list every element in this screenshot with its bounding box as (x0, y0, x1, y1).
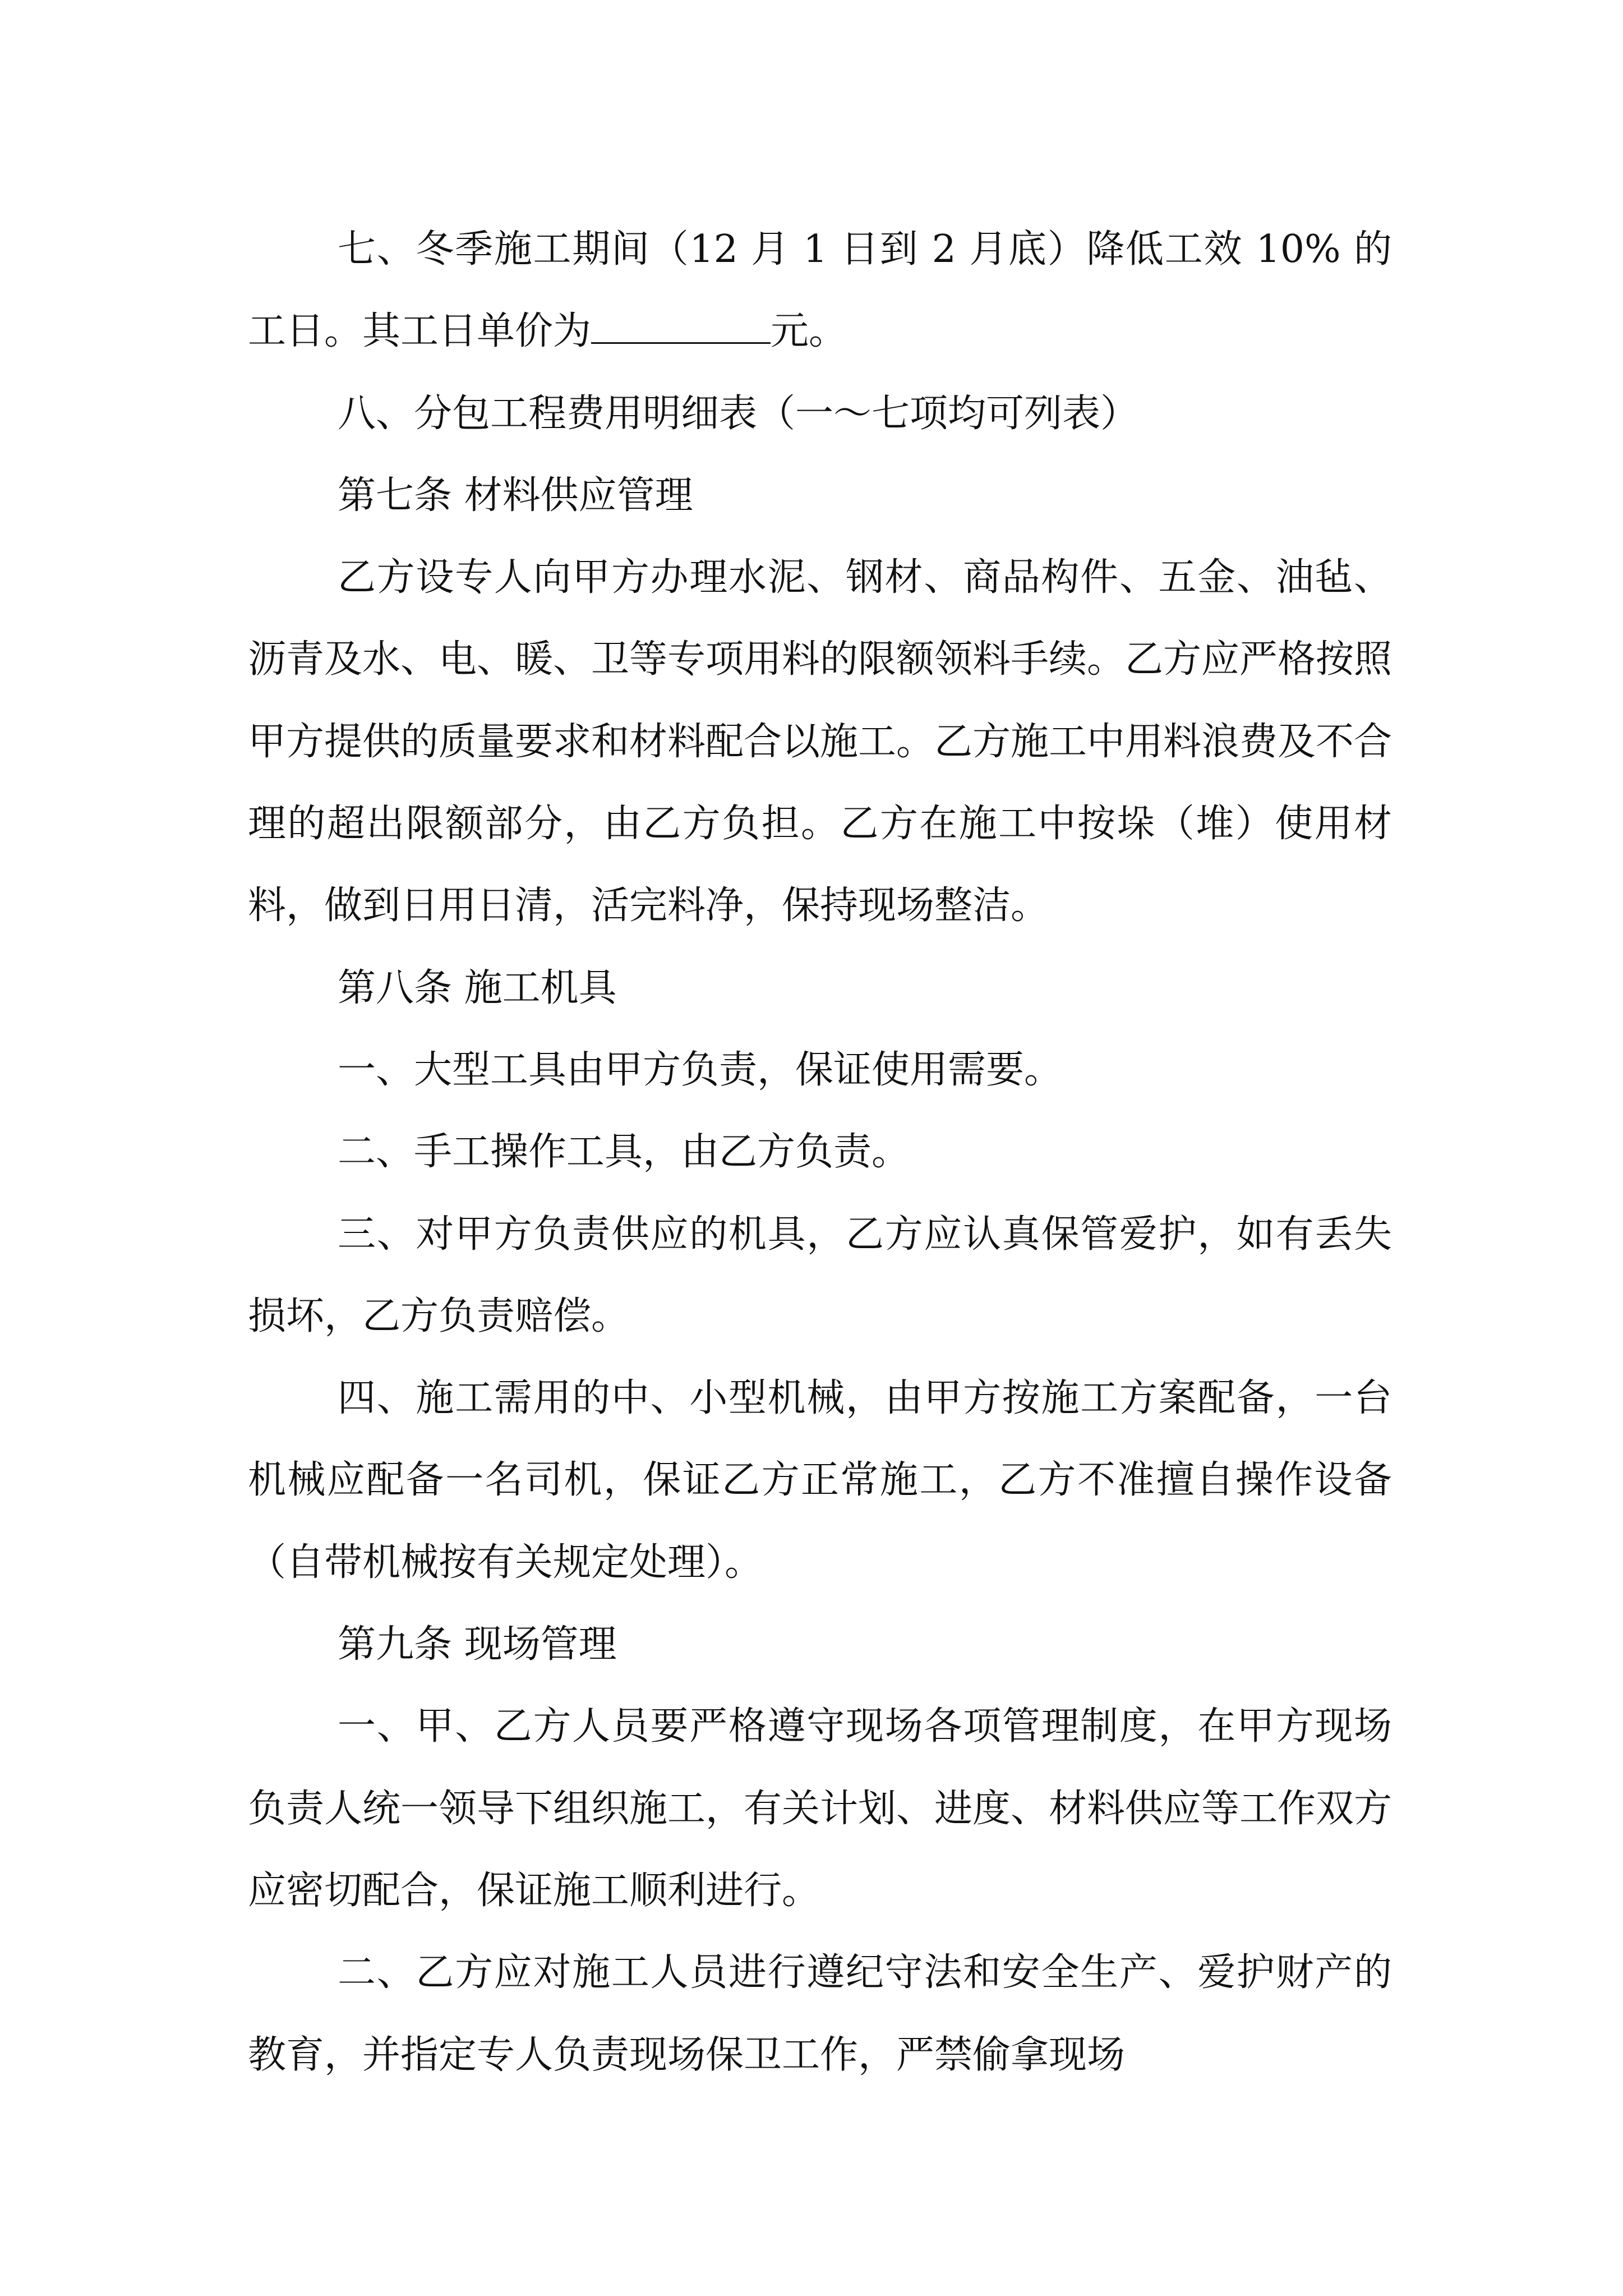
article-7-heading: 第七条 材料供应管理 (338, 473, 693, 518)
article-7-body: 乙方设专人向甲方办理水泥、钢材、商品构件、五金、油毡、沥青及水、电、暖、卫等专项用料的限额领料手续。乙方应严格按照甲方提供的质量要求和材料配合以施工。乙方施工中用料浪费及不合理的超出限额部分，由乙方负担。乙方在施工中按垛（堆）使用材料，做到日用日清，活完料净，保持现场整洁。 (248, 555, 1393, 928)
document-body (248, 209, 1392, 2096)
article-8-item-1: 一、大型工具由甲方负责，保证使用需要。 (338, 1047, 1063, 1092)
article-8-item-2: 二、手工操作工具，由乙方负责。 (338, 1130, 910, 1175)
clause-text: 七、冬季施工期间（12 月 1 日到 2 月底）降低工效 10% 的工日。其工日单价为 (248, 227, 1392, 354)
article-9-item-2: 二、乙方应对施工人员进行遵纪守法和安全生产、爱护财产的教育，并指定专人负责现场保卫工作，严禁偷拿现场 (248, 1950, 1392, 2077)
article-8-heading: 第八条 施工机具 (338, 965, 617, 1010)
article-8-item-3: 三、对甲方负责供应的机具，乙方应认真保管爱护，如有丢失损坏，乙方负责赔偿。 (248, 1212, 1392, 1338)
article-9-heading: 第九条 现场管理 (338, 1622, 617, 1667)
article-9-item-1: 一、甲、乙方人员要严格遵守现场各项管理制度，在甲方现场负责人统一领导下组织施工，有关计划、进度、材料供应等工作双方应密切配合，保证施工顺利进行。 (248, 1704, 1393, 1913)
blank-unit-price-field (591, 310, 771, 344)
clause-cost-table: 八、分包工程费用明细表（一～七项均可列表） (338, 391, 1139, 436)
clause-winter-labor (248, 209, 1392, 373)
article-8-item-4: 四、施工需用的中、小型机械，由甲方按施工方案配备，一台机械应配备一名司机，保证乙方正常施工，乙方不准擅自操作设备（自带机械按有关规定处理）。 (248, 1376, 1392, 1585)
clause-text-tail: 元。 (771, 309, 847, 354)
